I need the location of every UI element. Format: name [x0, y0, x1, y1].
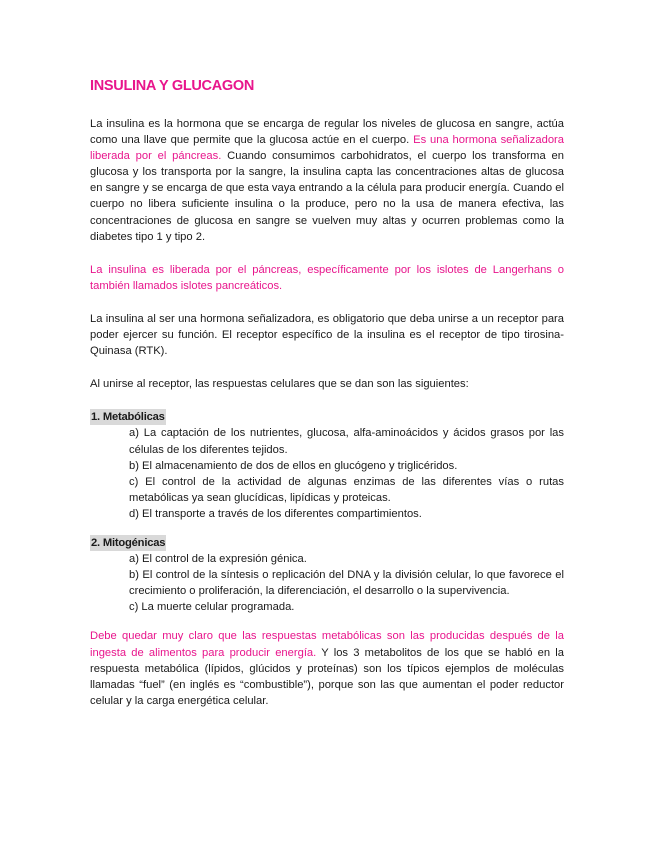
list-item: c) La muerte celular programada.: [129, 601, 295, 614]
paragraph-receptor: La insulina al ser una hormona señalizadora, es obligatorio que deba unirse a un receptor para poder ejercer su función. El receptor específico de la insulina es el receptor de tipo tirosina-Quinasa (RTK).: [90, 312, 564, 358]
conclusion-rest: Y los 3 metabolitos de los que se habló en la respuesta metabólica (lípidos, glúcidos y proteínas) son los típicos ejemplos de moléculas llamadas “fuel” (en inglés es “combustible”), porque son las que aumentan el poder reductor celular y la carga energética celular.: [90, 646, 564, 707]
section-metabolicas: [90, 409, 564, 425]
intro-text: La insulina es la hormona que se encarga de regular los niveles de glucosa en sangre, actúa como una llave que permite que la glucosa actúe en el cuerpo.: [90, 118, 564, 147]
list-item: b) El almacenamiento de dos de ellos en glucógeno y triglicéridos.: [129, 459, 458, 472]
paragraph-langerhans: La insulina es liberada por el páncreas, específicamente por los islotes de Langerhans o también llamados islotes pancreáticos.: [90, 263, 564, 292]
section-heading-mitogenicas: 2. Mitogénicas: [90, 535, 166, 551]
section-mitogenicas: [90, 535, 564, 551]
intro-rest: Cuando consumimos carbohidratos, el cuerpo los transforma en glucosa y los transporta por la sangre, la insulina capta las concentraciones altas de glucosa en sangre y se encarga de que esta vaya entrando a la célula para producir energía. Cuando el cuerpo no libera suficiente insulina o la produce, pero no la usa de manera efectiva, las concentraciones de glucosa en sangre se vuelven muy altas y ocurren problemas como la diabetes tipo 1 y tipo 2.: [90, 150, 565, 243]
paragraph-conclusion: [90, 628, 564, 708]
section-heading-metabolicas: 1. Metabólicas: [90, 409, 166, 425]
paragraph-intro: [90, 116, 564, 245]
paragraph-responses-intro: Al unirse al receptor, las respuestas celulares que se dan son las siguientes:: [90, 378, 469, 391]
list-item: b) El control de la síntesis o replicación del DNA y la división celular, lo que favorece el crecimiento o proliferación, la diferenciación, el desarrollo o la supervivencia.: [129, 569, 564, 598]
page-title: INSULINA Y GLUCAGON: [90, 78, 255, 94]
list-item: a) La captación de los nutrientes, glucosa, alfa-aminoácidos y ácidos grasos por las células de los diferentes tejidos.: [129, 427, 564, 456]
document-body: [90, 116, 564, 709]
conclusion-highlight: Debe quedar muy claro que las respuestas metabólicas son las producidas después de la ingesta de alimentos para producir energía.: [90, 630, 564, 659]
intro-highlight: Es una hormona señalizadora liberada por el páncreas.: [90, 134, 565, 163]
list-item: c) El control de la actividad de algunas enzimas de las diferentes vías o rutas metabólicas ya sean glucídicas, lipídicas y proteicas.: [129, 475, 564, 504]
list-item: d) El transporte a través de los diferentes compartimientos.: [129, 507, 422, 520]
list-item: a) El control de la expresión génica.: [129, 553, 307, 566]
